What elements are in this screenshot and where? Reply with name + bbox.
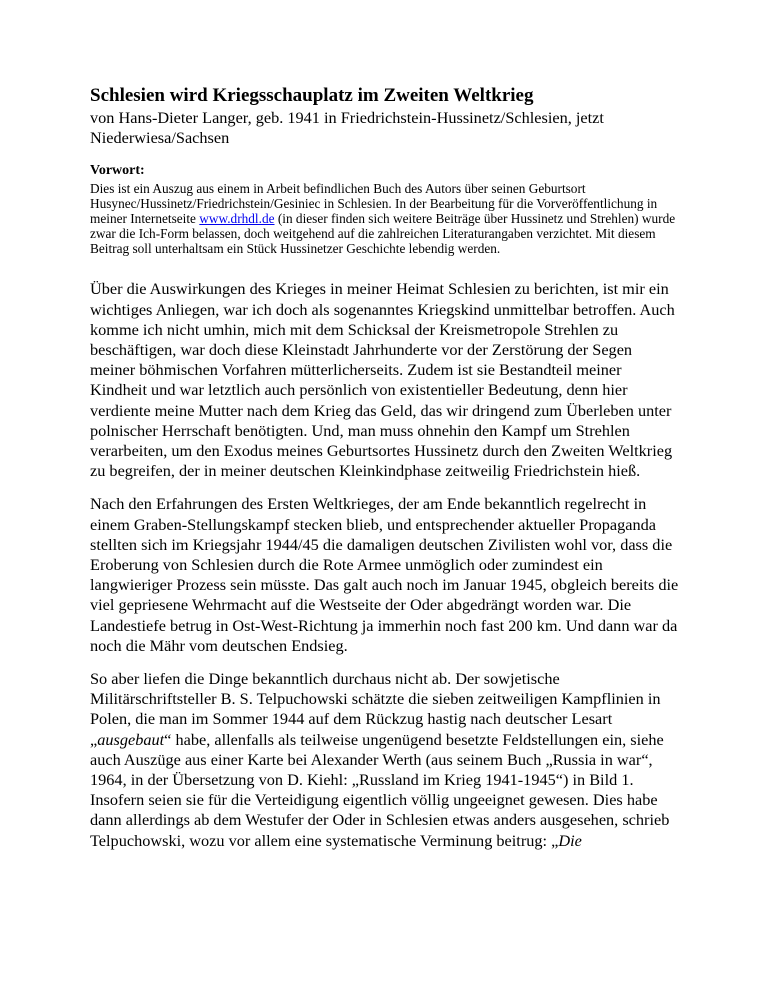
- vorwort-heading: Vorwort:: [90, 163, 145, 179]
- text-run: So aber liefen die Dinge bekanntlich durchaus nicht ab. Der sowjetische Militärschriftsteller B. S. Telpuchowski schätzte die sieben zeitweiligen Kampflinien in Polen, die man im Sommer 1944 auf dem Rückzug hastig nach deutscher Lesart „: [90, 669, 661, 749]
- paragraph-3: [90, 669, 680, 851]
- italic-text-run: Die: [558, 830, 582, 850]
- paragraph-1: [90, 279, 680, 481]
- author-line: von Hans-Dieter Langer, geb. 1941 in Friedrichstein-Hussinetz/Schlesien, jetzt Niederwiesa/Sachsen: [90, 108, 604, 148]
- document-title: Schlesien wird Kriegsschauplatz im Zweiten Weltkrieg: [90, 85, 534, 106]
- italic-text-run: ausgebaut: [97, 729, 165, 749]
- text-run: (in dieser finden sich weitere Beiträge über Hussinetz und Strehlen) wurde zwar die Ich-Form belassen, doch weitgehend auf die zahlreichen Literaturangaben verzichtet. Mit diesem Beitrag soll unterhaltsam ein Stück Hussinetzer Geschichte lebendig werden.: [90, 211, 676, 256]
- text-run: “ habe, allenfalls als teilweise ungenügend besetzte Feldstellungen ein, siehe auch Auszüge aus einer Karte bei Alexander Werth (aus seinem Buch „Russia in war“, 1964, in der Übersetzung von D. Kiehl: „Russland im Krieg 1941-1945“) in Bild 1. Insofern seien sie für die Verteidigung eigentlich völlig ungeeignet gewesen. Dies habe dann allerdings ab dem Westufer der Oder in Schlesien etwas anders ausgesehen, schrieb Telpuchowski, wozu vor allem eine systematische Verminung beitrug: „: [90, 729, 670, 850]
- text-run: Über die Auswirkungen des Krieges in meiner Heimat Schlesien zu berichten, ist mir ein wichtiges Anliegen, war ich doch als sogenanntes Kriegskind unmittelbar betroffen. Auch komme ich nicht umhin, mich mit dem Schicksal der Kreismetropole Strehlen zu beschäftigen, war doch diese Kleinstadt Jahrhunderte vor der Zerstörung der Segen meiner böhmischen Vorfahren mütterlicherseits. Zudem ist sie Bestandteil meiner Kindheit und war letztlich auch persönlich von existentieller Bedeutung, denn hier verdiente meine Mutter nach dem Krieg das Geld, das wir dringend zum Überleben unter polnischer Herrschaft benötigten. Und, man muss ohnehin den Kampf um Strehlen verarbeiten, um den Exodus meines Geburtsortes Hussinetz durch den Zweiten Weltkrieg zu begreifen, der in meiner deutschen Kleinkindphase zeitweilig Friedrichstein hieß.: [90, 279, 675, 481]
- text-run: Nach den Erfahrungen des Ersten Weltkrieges, der am Ende bekanntlich regelrecht in einem Graben-Stellungskampf stecken blieb, und entsprechender aktueller Propaganda stellten sich im Kriegsjahr 1944/45 die damaligen deutschen Zivilisten wohl vor, dass die Eroberung von Schlesien durch die Rote Armee unmöglich oder zumindest ein langwieriger Prozess sein müsste. Das galt auch noch im Januar 1945, obgleich bereits die viel gepriesene Wehrmacht auf die Westseite der Oder abgedrängt worden war. Die Landestiefe betrug in Ost-West-Richtung ja immerhin noch fast 200 km. Und dann war da noch die Mähr vom deutschen Endsieg.: [90, 494, 679, 655]
- website-link[interactable]: www.drhdl.de: [199, 211, 275, 226]
- text-run: Dies ist ein Auszug aus einem in Arbeit befindlichen Buch des Autors über seinen Geburtsort Husynec/Hussinetz/Friedrichstein/Gesiniec in Schlesien. In der Bearbeitung für die Vorveröffentlichung in meiner Internetseite: [90, 181, 658, 226]
- paragraph-2: [90, 494, 680, 656]
- vorwort-paragraph: [90, 182, 680, 256]
